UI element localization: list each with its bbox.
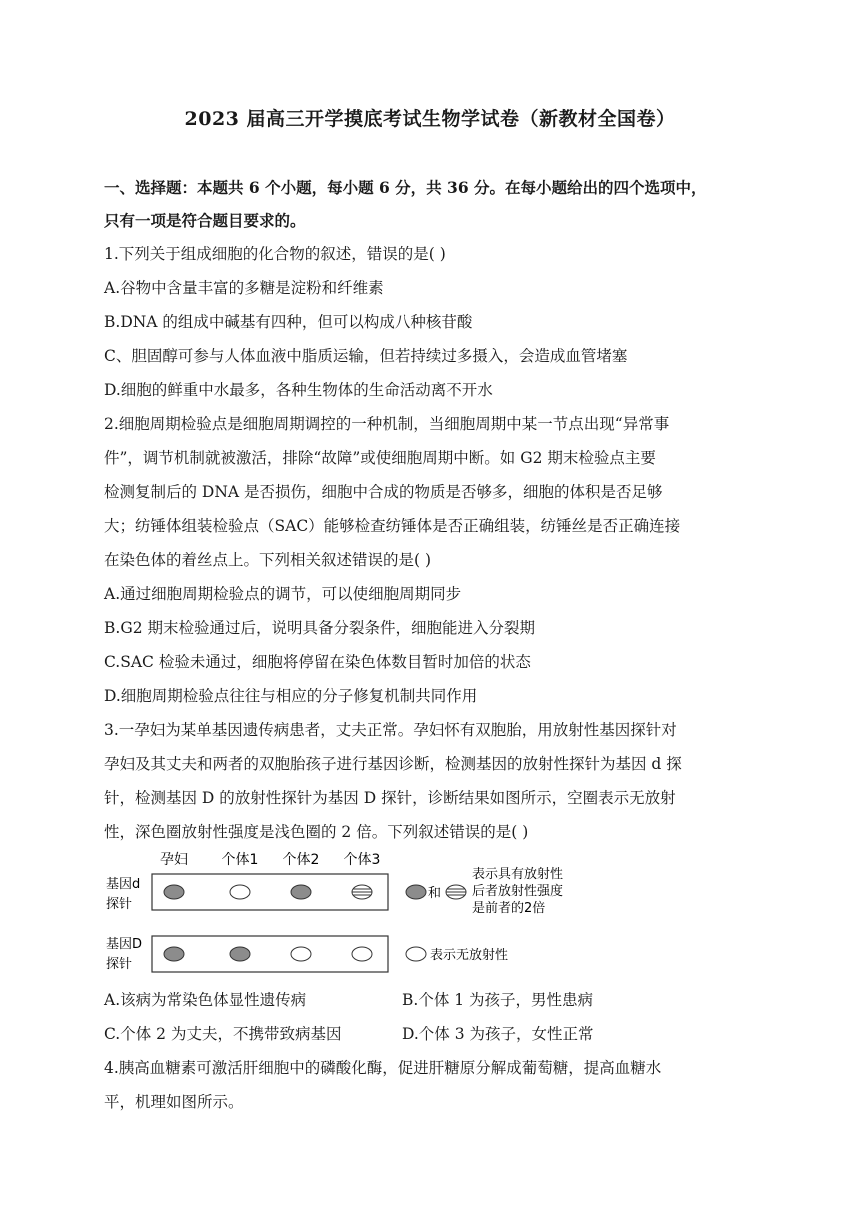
q2-option-b: B.G2 期末检验通过后，说明具备分裂条件，细胞能进入分裂期: [104, 619, 535, 637]
page-title: 2023 届高三开学摸底考试生物学试卷（新教材全国卷）: [184, 108, 676, 130]
row-label-d-1: 基因d: [106, 877, 141, 892]
legend-none-spot: [406, 947, 426, 961]
d-spot-pregnant: [164, 885, 184, 899]
col-header-individual-2: 个体2: [282, 852, 320, 868]
D-spot-pregnant: [164, 947, 184, 961]
q3-stem-line-4: 性，深色圈放射性强度是浅色圈的 2 倍。下列叙述错误的是( ): [104, 823, 529, 841]
d-spot-individual-1: [230, 885, 250, 899]
q4-stem-line-1: 4.胰高血糖素可激活肝细胞中的磷酸化酶，促进肝糖原分解成葡萄糖，提高血糖水: [104, 1059, 662, 1077]
q4-stem-line-2: 平，机理如图所示。: [104, 1093, 244, 1111]
gene-probe-diagram: [102, 848, 622, 984]
section-heading-line-1: 一、选择题：本题共 6 个小题，每小题 6 分，共 36 分。在每小题给出的四个选项中，: [104, 178, 707, 197]
q1-stem: 1.下列关于组成细胞的化合物的叙述，错误的是( ): [104, 245, 446, 263]
q3-option-c: C.个体 2 为丈夫，不携带致病基因: [104, 1025, 342, 1043]
q2-stem-line-4: 大；纺锤体组装检验点（SAC）能够检查纺锤体是否正确组装，纺锤丝是否正确连接: [104, 517, 681, 535]
legend-none-text: 表示无放射性: [430, 948, 509, 963]
row-label-D-1: 基因D: [106, 937, 143, 952]
d-spot-individual-3: [352, 885, 372, 899]
legend-radioactive-text-3: 是前者的2倍: [472, 901, 546, 916]
q2-option-a: A.通过细胞周期检验点的调节，可以使细胞周期同步: [104, 585, 462, 603]
q1-option-d: D.细胞的鲜重中水最多，各种生物体的生命活动离不开水: [104, 381, 493, 399]
q3-stem-line-2: 孕妇及其丈夫和两者的双胞胎孩子进行基因诊断，检测基因的放射性探针为基因 d 探: [104, 755, 682, 773]
legend-and: 和: [428, 886, 442, 901]
q1-option-b: B.DNA 的组成中碱基有四种，但可以构成八种核苷酸: [104, 313, 473, 331]
d-spot-individual-2: [291, 885, 311, 899]
D-spot-individual-2: [291, 947, 311, 961]
q3-stem-line-3: 针，检测基因 D 的放射性探针为基因 D 探针，诊断结果如图所示，空圈表示无放射: [104, 789, 676, 807]
section-heading-line-2: 只有一项是符合题目要求的。: [104, 211, 306, 230]
q3-option-b: B.个体 1 为孩子，男性患病: [402, 991, 594, 1009]
row-label-d-2: 探针: [106, 897, 133, 912]
col-header-individual-3: 个体3: [343, 852, 381, 868]
legend-radioactive-text-2: 后者放射性强度: [472, 884, 564, 899]
q2-stem-line-2: 件”，调节机制就被激活，排除“故障”或使细胞周期中断。如 G2 期末检验点主要: [104, 449, 656, 467]
legend-radioactive-spot: [406, 885, 426, 899]
q2-stem-line-3: 检测复制后的 DNA 是否损伤，细胞中合成的物质是否够多，细胞的体积是否足够: [104, 483, 663, 501]
D-spot-individual-3: [352, 947, 372, 961]
row-label-D-2: 探针: [106, 957, 133, 972]
col-header-individual-1: 个体1: [221, 852, 259, 868]
legend-strong-radioactive-spot: [446, 885, 466, 899]
q2-option-c: C.SAC 检验未通过，细胞将停留在染色体数目暂时加倍的状态: [104, 653, 531, 671]
q3-stem-line-1: 3.一孕妇为某单基因遗传病患者，丈夫正常。孕妇怀有双胞胎，用放射性基因探针对: [104, 721, 677, 739]
q2-option-d: D.细胞周期检验点往往与相应的分子修复机制共同作用: [104, 687, 478, 705]
col-header-pregnant: 孕妇: [160, 852, 188, 868]
q2-stem-line-5: 在染色体的着丝点上。下列相关叙述错误的是( ): [104, 551, 432, 569]
q2-stem-line-1: 2.细胞周期检验点是细胞周期调控的一种机制，当细胞周期中某一节点出现“异常事: [104, 415, 670, 433]
q1-option-a: A.谷物中含量丰富的多糖是淀粉和纤维素: [104, 279, 384, 297]
q3-option-d: D.个体 3 为孩子，女性正常: [402, 1025, 594, 1043]
q1-option-c: C、胆固醇可参与人体血液中脂质运输，但若持续过多摄入，会造成血管堵塞: [104, 347, 628, 365]
D-spot-individual-1: [230, 947, 250, 961]
q3-option-a: A.该病为常染色体显性遗传病: [104, 991, 307, 1009]
legend-radioactive-text-1: 表示具有放射性: [472, 867, 564, 882]
